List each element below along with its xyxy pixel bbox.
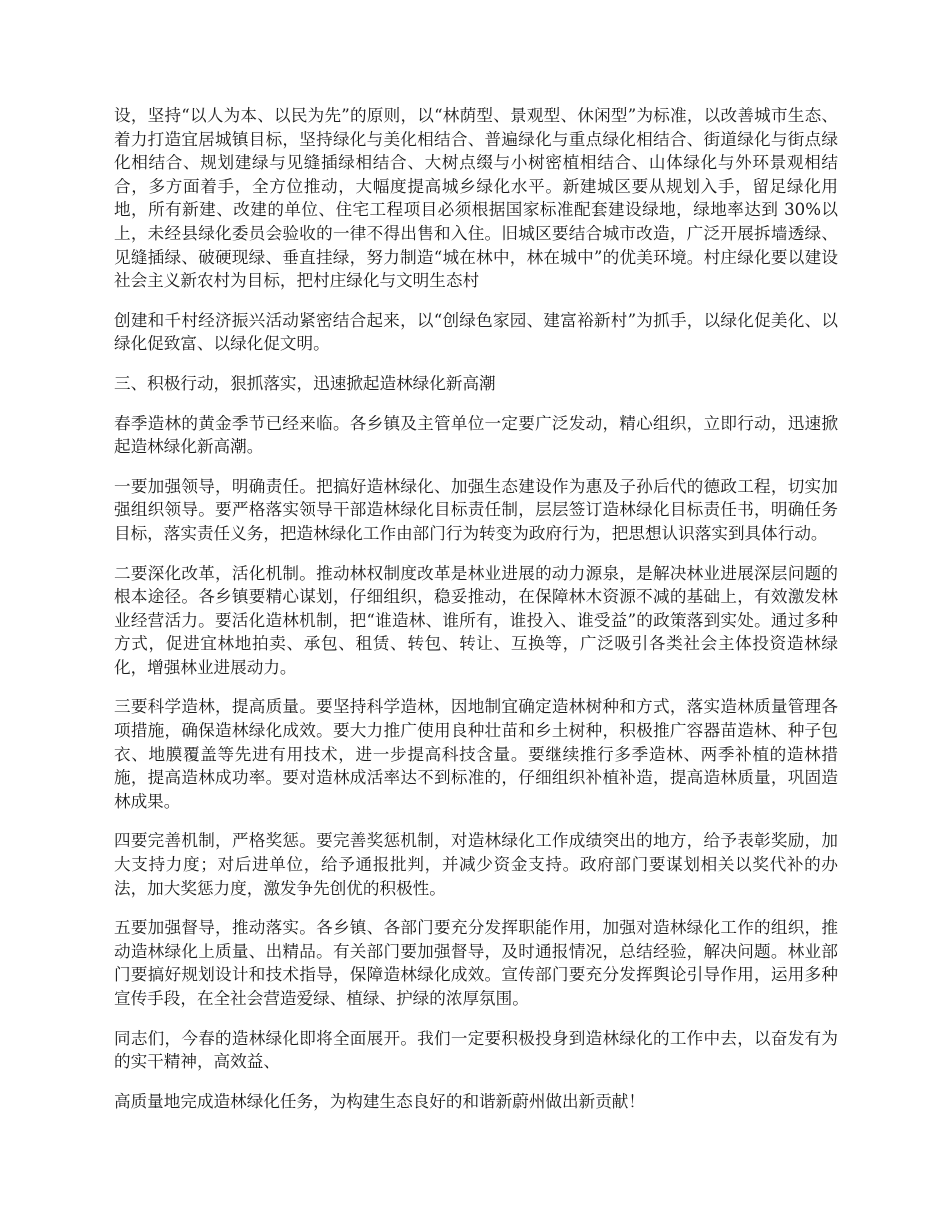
- paragraph-spring-planting: 春季造林的黄金季节已经来临。各乡镇及主管单位一定要广泛发动，精心组织，立即行动，迅速掀起造林绿化新高潮。: [114, 413, 838, 457]
- paragraph-village-greening: 创建和千村经济振兴活动紧密结合起来，以“创绿色家园、建富裕新村”为抓手，以绿化促美化、以绿化促致富、以绿化促文明。: [114, 310, 838, 354]
- paragraph-closing-call: 同志们，今春的造林绿化即将全面展开。我们一定要积极投身到造林绿化的工作中去，以奋发有为的实干精神，高效益、: [114, 1028, 838, 1072]
- paragraph-reform: 二要深化改革，活化机制。推动林权制度改革是林业进展的动力源泉，是解决林业进展深层问题的根本途径。各乡镇要精心谋划，仔细组织，稳妥推动，在保障林木资源不减的基础上，有效激发林业经营活力。要活化造林机制，把“谁造林、谁所有，谁投入、谁受益”的政策落到实处。通过多种方式，促进宜林地拍卖、承包、租赁、转包、转让、互换等，广泛吸引各类社会主体投资造林绿化，增强林业进展动力。: [114, 563, 838, 677]
- paragraph-urban-rural-greening: 设，坚持“以人为本、以民为先”的原则，以“林荫型、景观型、休闲型”为标准，以改善城市生态、着力打造宜居城镇目标，坚持绿化与美化相结合、普遍绿化与重点绿化相结合、街道绿化与街点绿化相结合、规划建绿与见缝插绿相结合、大树点缀与小树密植相结合、山体绿化与外环景观相结合，多方面着手，全方位推动，大幅度提高城乡绿化水平。新建城区要从规划入手，留足绿化用地，所有新建、改建的单位、住宅工程项目必须根据国家标准配套建设绿地，绿地率达到 30%以上，未经县绿化委员会验收的一律不得出售和入住。旧城区要结合城市改造，广泛开展拆墙透绿、见缝插绿、破硬现绿、垂直挂绿，努力制造“城在林中，林在城中”的优美环境。村庄绿化要以建设社会主义新农村为目标，把村庄绿化与文明生态村: [114, 106, 838, 291]
- paragraph-leadership: 一要加强领导，明确责任。把搞好造林绿化、加强生态建设作为惠及子孙后代的德政工程，切实加强组织领导。要严格落实领导干部造林绿化目标责任制，层层签订造林绿化目标责任书，明确任务目标，落实责任义务，把造林绿化工作由部门行为转变为政府行为，把思想认识落实到具体行动。: [114, 476, 838, 543]
- paragraph-closing-goal: 高质量地完成造林绿化任务，为构建生态良好的和谐新蔚州做出新贡献！: [114, 1091, 645, 1111]
- paragraph-scientific-planting: 三要科学造林，提高质量。要坚持科学造林，因地制宜确定造林树种和方式，落实造林质量管理各项措施，确保造林绿化成效。要大力推广使用良种壮苗和乡土树种，积极推广容器苗造林、种子包衣、地膜覆盖等先进有用技术，进一步提高科技含量。要继续推行多季造林、两季补植的造林措施，提高造林成功率。要对造林成活率达不到标准的，仔细组织补植补造，提高造林质量，巩固造林成果。: [114, 697, 838, 811]
- paragraph-reward-penalty: 四要完善机制，严格奖惩。要完善奖惩机制，对造林绿化工作成绩突出的地方，给予表彰奖励，加大支持力度；对后进单位，给予通报批判，并减少资金支持。政府部门要谋划相关以奖代补的办法，加大奖惩力度，激发争先创优的积极性。: [114, 831, 838, 898]
- paragraph-supervision: 五要加强督导，推动落实。各乡镇、各部门要充分发挥职能作用，加强对造林绿化工作的组织，推动造林绿化上质量、出精品。有关部门要加强督导，及时通报情况，总结经验，解决问题。林业部门要搞好规划设计和技术指导，保障造林绿化成效。宣传部门要充分发挥舆论引导作用，运用多种宣传手段，在全社会营造爱绿、植绿、护绿的浓厚氛围。: [114, 918, 838, 1008]
- section-heading-three: 三、积极行动，狠抓落实，迅速掀起造林绿化新高潮: [114, 373, 496, 393]
- document-body: [114, 104, 838, 1129]
